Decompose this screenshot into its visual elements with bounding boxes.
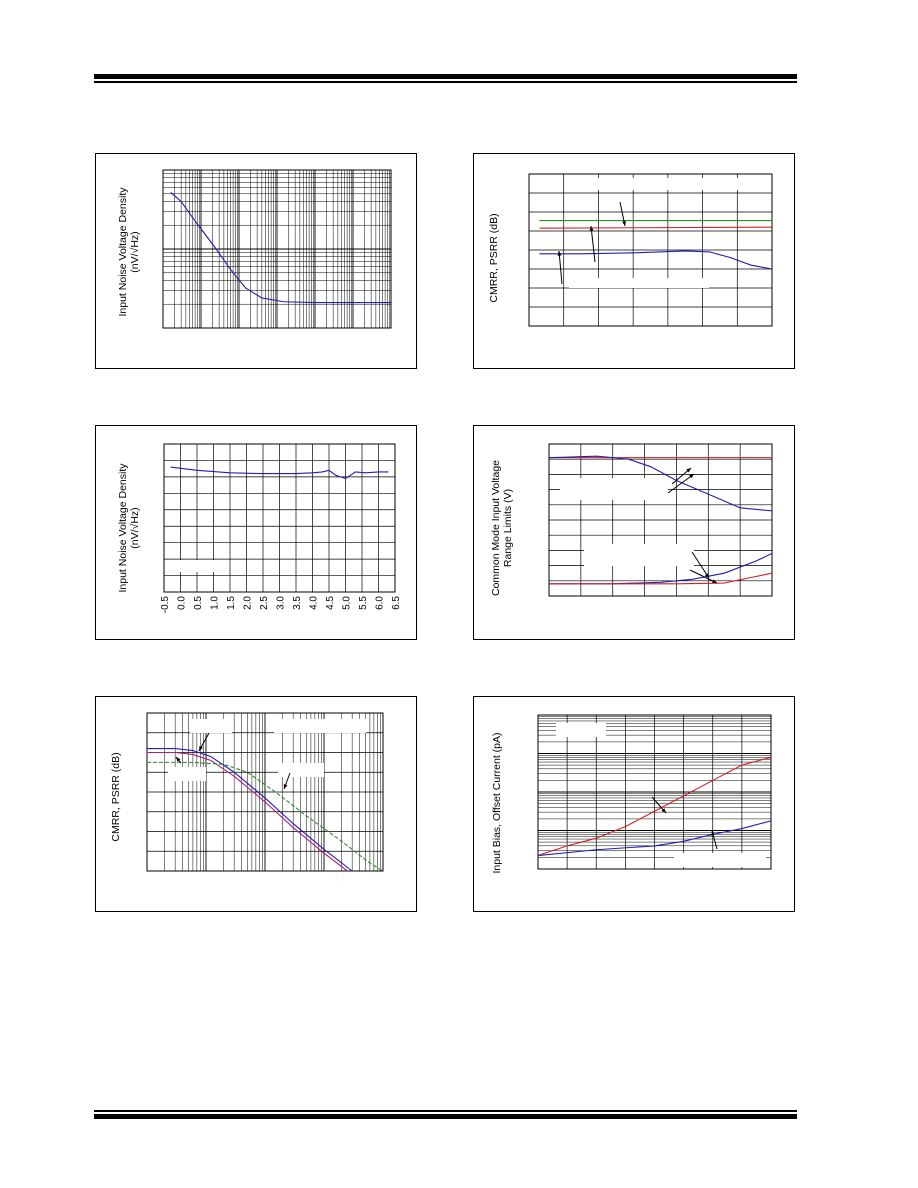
top-rule-thick <box>94 74 797 79</box>
chart-panel-noise-vs-frequency <box>95 153 417 369</box>
x-tick-label: 3.0 <box>275 596 287 610</box>
chart-cmrr-psrr-vs-frequency <box>96 697 416 911</box>
annotation-arrow <box>591 226 595 262</box>
bottom-rule-thin <box>94 1110 797 1112</box>
x-tick-label: 0.5 <box>193 596 204 610</box>
top-rule-thin <box>94 81 797 83</box>
y-axis-label-line2: (nV/√Hz) <box>129 507 141 549</box>
chart-panel-cmrr-psrr-vs-temp <box>473 153 795 369</box>
legend-blank <box>556 723 606 737</box>
legend-blank <box>584 544 694 566</box>
x-tick-label: 4.5 <box>325 596 336 610</box>
x-tick-label: 6.5 <box>391 596 402 610</box>
bottom-rule-thick <box>94 1114 797 1119</box>
annotation-arrowhead <box>284 784 288 789</box>
legend-blank <box>170 560 220 572</box>
y-axis-label-line1: Input Noise Voltage Density <box>117 463 129 593</box>
chart-cmrr-psrr-vs-temp <box>474 154 796 368</box>
legend-blank <box>168 767 206 781</box>
x-tick-label: 5.5 <box>358 596 369 610</box>
chart-noise-vs-frequency <box>96 154 416 368</box>
legend-blank <box>190 719 232 733</box>
legend-blank <box>560 478 668 500</box>
y-axis-label-line1: CMRR, PSRR (dB) <box>110 752 122 842</box>
x-tick-label: 5.0 <box>341 596 353 610</box>
annotation-arrow <box>559 251 562 284</box>
y-axis-label-line1: Common Mode Input Voltage <box>490 460 502 596</box>
legend-blank <box>278 763 324 777</box>
chart-bias-offset-current-vs-temp <box>474 697 796 911</box>
x-tick-label: 2.5 <box>259 596 270 610</box>
chart-panel-cmrr-psrr-vs-frequency <box>95 696 417 912</box>
annotation-arrow <box>692 552 709 578</box>
chart-panel-noise-vs-vcm <box>95 425 417 640</box>
x-tick-label: 3.5 <box>292 596 303 610</box>
y-axis-label-line1: CMRR, PSRR (dB) <box>488 213 500 303</box>
y-axis-label-line1: Input Noise Voltage Density <box>117 187 129 317</box>
legend-blank <box>594 178 744 190</box>
x-tick-label: 4.0 <box>308 596 320 610</box>
x-tick-label: 2.0 <box>242 596 254 610</box>
chart-panel-cm-input-range-vs-temp <box>473 425 795 640</box>
x-tick-label: 1.5 <box>226 596 237 610</box>
y-axis-label-line2: Range Limits (V) <box>502 488 514 568</box>
annotation-arrowhead <box>622 221 626 226</box>
chart-panel-bias-offset-current-vs-temp <box>473 696 795 912</box>
chart-cm-input-range-vs-temp <box>474 426 796 639</box>
series-line-0 <box>171 192 391 302</box>
y-axis-label-line1: Input Bias, Offset Current (pA) <box>491 732 503 874</box>
x-tick-label: 6.0 <box>374 596 386 610</box>
legend-blank <box>674 853 766 867</box>
chart-noise-vs-vcm <box>96 426 416 639</box>
legend-blank <box>569 278 709 288</box>
x-tick-label: -0.5 <box>160 596 171 614</box>
x-tick-label: 0.0 <box>176 596 188 610</box>
legend-blank <box>274 719 366 733</box>
y-axis-label-line2: (nV/√Hz) <box>129 231 141 273</box>
x-tick-label: 1.0 <box>209 596 221 610</box>
